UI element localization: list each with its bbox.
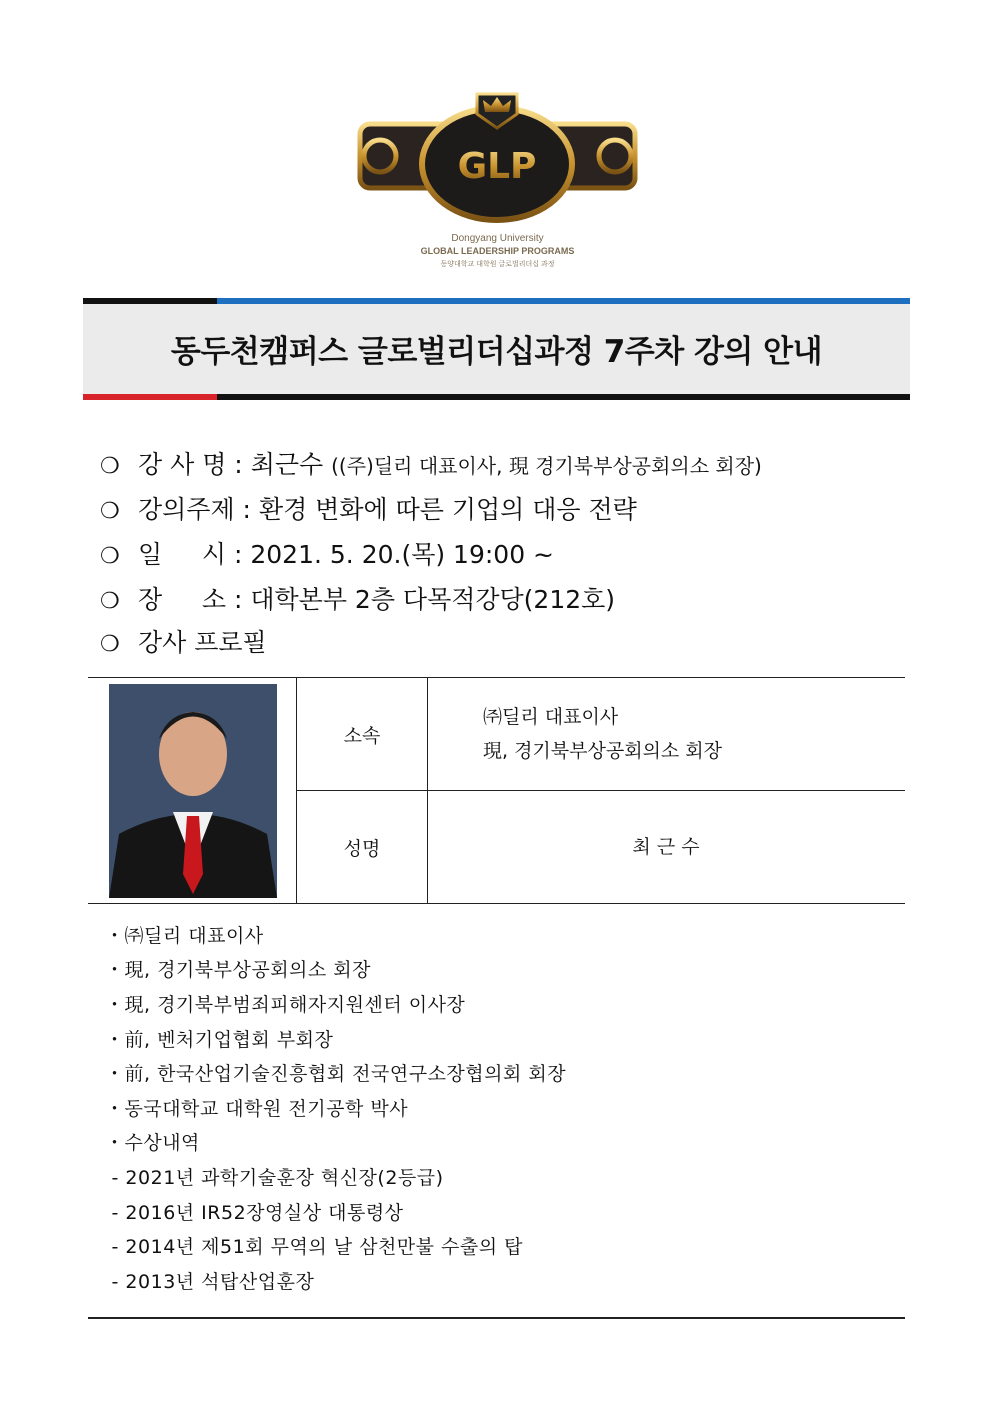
svg-text:GLP: GLP: [457, 146, 537, 187]
affiliation-label: 소속: [297, 678, 428, 791]
page-title: 동두천캠퍼스 글로벌리더십과정 7주차 강의 안내: [170, 334, 823, 370]
name-label: 성명: [297, 791, 428, 904]
profile-table: [88, 677, 905, 904]
affiliation-value: ㈜딜리 대표이사 現, 경기북부상공회의소 회장: [428, 678, 906, 791]
career-item: ・동국대학교 대학원 전기공학 박사: [105, 1098, 409, 1120]
lecturer-photo: [109, 684, 277, 898]
name-value: 최 근 수: [428, 791, 906, 904]
bottom-divider: [88, 1317, 905, 1319]
info-profile-heading: ❍ 강사 프로필: [100, 628, 267, 657]
award-item: - 2013년 석탑산업훈장: [105, 1271, 315, 1293]
career-item: ・前, 한국산업기술진흥협회 전국연구소장협의회 회장: [105, 1063, 567, 1085]
career-item: ・㈜딜리 대표이사: [105, 925, 264, 947]
logo-university: Dongyang University: [451, 233, 544, 244]
glp-emblem-icon: [355, 86, 640, 226]
bottom-rule-red: [83, 394, 217, 400]
top-rule-black: [83, 298, 217, 304]
award-item: - 2014년 제51회 무역의 날 삼천만불 수출의 탑: [105, 1236, 524, 1258]
career-item: ・前, 벤처기업협회 부회장: [105, 1029, 334, 1051]
career-item: ・수상내역: [105, 1132, 200, 1154]
logo-program: GLOBAL LEADERSHIP PROGRAMS: [420, 246, 575, 256]
logo-korean: 동양대학교 대학원 글로벌리더십 과정: [440, 261, 555, 268]
bottom-rule-black: [217, 394, 910, 400]
award-item: - 2021년 과학기술훈장 혁신장(2등급): [105, 1167, 444, 1189]
info-location: ❍ 장 소 : 대학본부 2층 다목적강당(212호): [100, 585, 616, 614]
photo-cell: [88, 678, 297, 904]
career-item: ・現, 경기북부상공회의소 회장: [105, 959, 372, 981]
glp-logo: [355, 86, 640, 276]
info-topic: ❍ 강의주제 : 환경 변화에 따른 기업의 대응 전략: [100, 495, 637, 524]
info-lecturer: ❍ 강 사 명 : 최근수 ((주)딜리 대표이사, 現 경기북부상공회의소 회장): [100, 450, 762, 479]
award-item: - 2016년 IR52장영실상 대통령상: [105, 1202, 404, 1224]
info-datetime: ❍ 일 시 : 2021. 5. 20.(목) 19:00 ~: [100, 540, 554, 569]
career-item: ・現, 경기북부범죄피해자지원센터 이사장: [105, 994, 466, 1016]
top-rule-blue: [217, 298, 910, 304]
